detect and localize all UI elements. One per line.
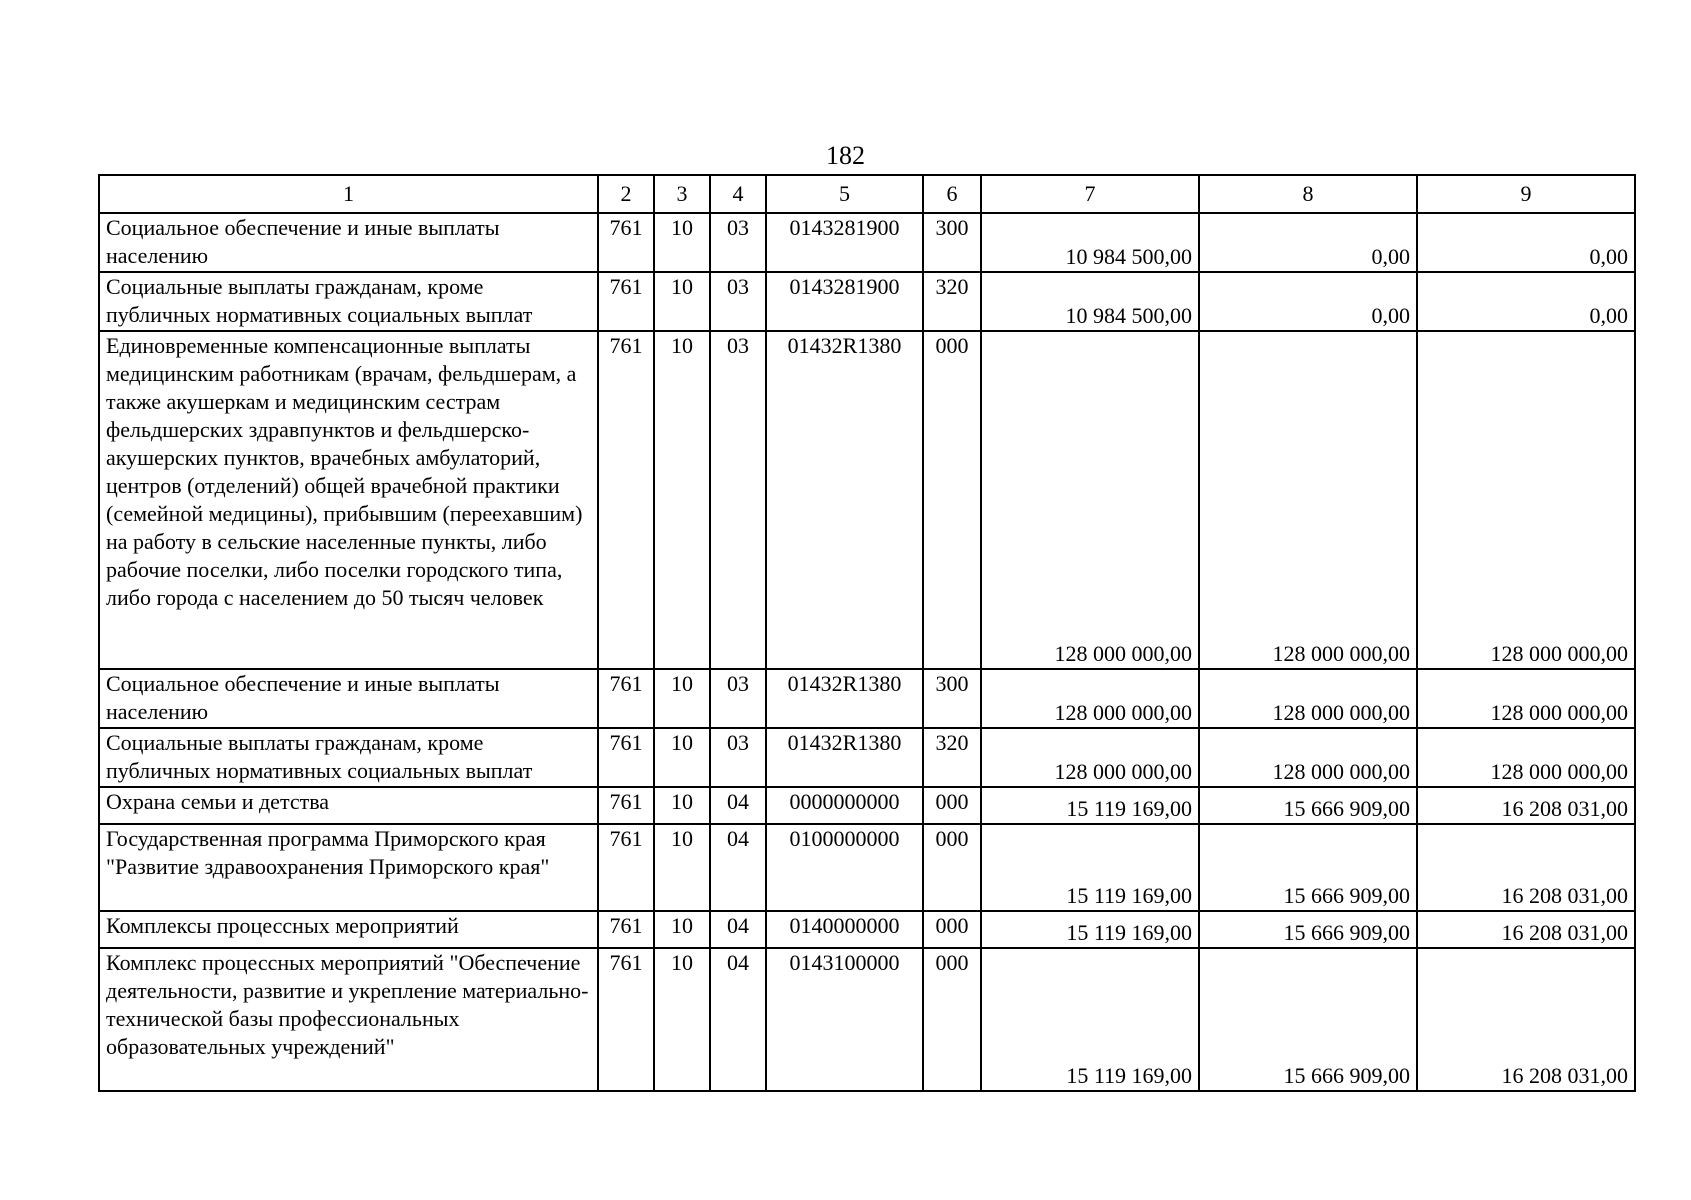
- section-code: 10: [654, 213, 710, 272]
- table-row: [99, 272, 1635, 331]
- budget-table: [98, 174, 1636, 1092]
- target-article-code: 0140000000: [766, 911, 923, 948]
- section-code: 10: [654, 948, 710, 1091]
- row-name: Государственная программа Приморского края "Развитие здравоохранения Приморского края": [99, 824, 598, 911]
- table-header-row: [99, 175, 1635, 213]
- subsection-code: 03: [710, 728, 766, 787]
- row-name: Охрана семьи и детства: [99, 787, 598, 824]
- section-code: 10: [654, 669, 710, 728]
- target-article-code: 01432R1380: [766, 669, 923, 728]
- expense-type-code: 000: [923, 787, 981, 824]
- amount-col-8: 128 000 000,00: [1199, 669, 1417, 728]
- expense-type-code: 000: [923, 911, 981, 948]
- amount-col-9: 16 208 031,00: [1417, 824, 1635, 911]
- amount-col-7: 10 984 500,00: [981, 272, 1199, 331]
- subsection-code: 04: [710, 911, 766, 948]
- amount-col-9: 0,00: [1417, 213, 1635, 272]
- amount-col-7: 15 119 169,00: [981, 824, 1199, 911]
- section-code: 10: [654, 911, 710, 948]
- ministry-code: 761: [598, 272, 654, 331]
- ministry-code: 761: [598, 213, 654, 272]
- expense-type-code: 320: [923, 272, 981, 331]
- section-code: 10: [654, 331, 710, 669]
- amount-col-7: 128 000 000,00: [981, 331, 1199, 669]
- subsection-code: 04: [710, 824, 766, 911]
- table-row: [99, 948, 1635, 1091]
- target-article-code: 01432R1380: [766, 331, 923, 669]
- column-header: 1: [99, 175, 598, 213]
- expense-type-code: 300: [923, 213, 981, 272]
- column-header: 5: [766, 175, 923, 213]
- section-code: 10: [654, 728, 710, 787]
- target-article-code: 0100000000: [766, 824, 923, 911]
- amount-col-8: 15 666 909,00: [1199, 911, 1417, 948]
- subsection-code: 03: [710, 272, 766, 331]
- table-row: [99, 824, 1635, 911]
- amount-col-9: 16 208 031,00: [1417, 911, 1635, 948]
- amount-col-8: 128 000 000,00: [1199, 728, 1417, 787]
- expense-type-code: 000: [923, 948, 981, 1091]
- target-article-code: 0143281900: [766, 213, 923, 272]
- amount-col-8: 0,00: [1199, 272, 1417, 331]
- ministry-code: 761: [598, 911, 654, 948]
- subsection-code: 04: [710, 948, 766, 1091]
- amount-col-7: 15 119 169,00: [981, 787, 1199, 824]
- amount-col-9: 16 208 031,00: [1417, 787, 1635, 824]
- amount-col-7: 15 119 169,00: [981, 911, 1199, 948]
- table-row: [99, 787, 1635, 824]
- ministry-code: 761: [598, 824, 654, 911]
- column-header: 4: [710, 175, 766, 213]
- ministry-code: 761: [598, 728, 654, 787]
- target-article-code: 01432R1380: [766, 728, 923, 787]
- amount-col-9: 128 000 000,00: [1417, 331, 1635, 669]
- subsection-code: 03: [710, 669, 766, 728]
- table-row: [99, 331, 1635, 669]
- row-name: Социальные выплаты гражданам, кроме публичных нормативных социальных выплат: [99, 272, 598, 331]
- section-code: 10: [654, 787, 710, 824]
- amount-col-9: 0,00: [1417, 272, 1635, 331]
- row-name: Социальное обеспечение и иные выплаты населению: [99, 669, 598, 728]
- subsection-code: 04: [710, 787, 766, 824]
- amount-col-8: 15 666 909,00: [1199, 787, 1417, 824]
- section-code: 10: [654, 824, 710, 911]
- amount-col-8: 15 666 909,00: [1199, 948, 1417, 1091]
- row-name: Комплекс процессных мероприятий "Обеспечение деятельности, развитие и укрепление материально-технической базы профессиональных образовательных учреждений": [99, 948, 598, 1091]
- amount-col-9: 128 000 000,00: [1417, 669, 1635, 728]
- table-row: [99, 213, 1635, 272]
- row-name: Социальные выплаты гражданам, кроме публичных нормативных социальных выплат: [99, 728, 598, 787]
- column-header: 3: [654, 175, 710, 213]
- page-number: 182: [826, 141, 865, 170]
- row-name: Социальное обеспечение и иные выплаты населению: [99, 213, 598, 272]
- expense-type-code: 000: [923, 331, 981, 669]
- amount-col-7: 15 119 169,00: [981, 948, 1199, 1091]
- column-header: 9: [1417, 175, 1635, 213]
- amount-col-7: 10 984 500,00: [981, 213, 1199, 272]
- expense-type-code: 300: [923, 669, 981, 728]
- column-header: 8: [1199, 175, 1417, 213]
- subsection-code: 03: [710, 331, 766, 669]
- expense-type-code: 320: [923, 728, 981, 787]
- target-article-code: 0143281900: [766, 272, 923, 331]
- ministry-code: 761: [598, 331, 654, 669]
- row-name: Единовременные компенсационные выплаты медицинским работникам (врачам, фельдшерам, а также акушеркам и медицинским сестрам фельдшерских здравпунктов и фельдшерско-акушерских пунктов, врачебных амбулаторий, центров (отделений) общей врачебной практики (семейной медицины), прибывшим (переехавшим) на работу в сельские населенные пункты, либо рабочие поселки, либо поселки городского типа, либо города с населением до 50 тысяч человек: [99, 331, 598, 669]
- amount-col-8: 128 000 000,00: [1199, 331, 1417, 669]
- amount-col-7: 128 000 000,00: [981, 669, 1199, 728]
- amount-col-7: 128 000 000,00: [981, 728, 1199, 787]
- ministry-code: 761: [598, 787, 654, 824]
- amount-col-8: 15 666 909,00: [1199, 824, 1417, 911]
- amount-col-8: 0,00: [1199, 213, 1417, 272]
- table-row: [99, 669, 1635, 728]
- table-row: [99, 911, 1635, 948]
- ministry-code: 761: [598, 669, 654, 728]
- target-article-code: 0000000000: [766, 787, 923, 824]
- column-header: 6: [923, 175, 981, 213]
- row-name: Комплексы процессных мероприятий: [99, 911, 598, 948]
- amount-col-9: 128 000 000,00: [1417, 728, 1635, 787]
- column-header: 7: [981, 175, 1199, 213]
- table-row: [99, 728, 1635, 787]
- subsection-code: 03: [710, 213, 766, 272]
- column-header: 2: [598, 175, 654, 213]
- amount-col-9: 16 208 031,00: [1417, 948, 1635, 1091]
- expense-type-code: 000: [923, 824, 981, 911]
- section-code: 10: [654, 272, 710, 331]
- ministry-code: 761: [598, 948, 654, 1091]
- target-article-code: 0143100000: [766, 948, 923, 1091]
